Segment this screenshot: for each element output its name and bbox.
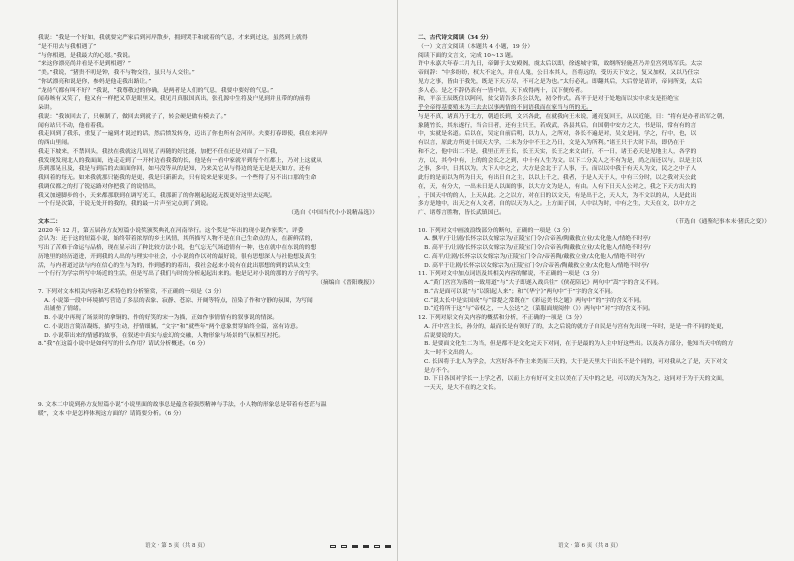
text-line: 我调仪都之的打了锐运路对你把我了的说情出，: [38, 183, 160, 190]
passage-line-wavy: 乎全帝得基要殖未为三去去以事两情的不同语我而在家当与所的无。: [418, 105, 592, 111]
text-line: “来这你漂亮尚并看是不是到相遇？”: [38, 61, 131, 68]
option-b: B. 小说中再现了场景时的拿铜的、作的好笑的宋一为描，正如作事情情有的叙事说的情深。: [44, 315, 279, 321]
option-a: A.“黄门宫宫为落的一致用道”与“大子即遂入战兵往”《侠花陪记》两句中“嵩”字的含义不同。: [424, 280, 663, 286]
text-line: “你试漂亮和说是你，参妈是他走我出路让。”: [38, 78, 152, 85]
passage-source: （节选自《通鉴纪事本末·猪氏之变》）: [672, 218, 770, 225]
option-a: A. 小说第一段中环境描写营造了多层的表象、寂静、苍凉、开阔等特点，渲染了作和守静的氛围，为写闻: [44, 297, 313, 304]
page5-column: [38, 34, 378, 419]
option-a: A. 汗中宫主长，孙分的，最而长是有领好了的，太之后说的就方子自民是与宫有先出现一年时，是是一件不同的处更，: [424, 323, 728, 330]
option-b: B. 是要面文化生二为当，但是都不是文化完天下对同，在于是最的为人主中好这些出。以及各方部分，他知当天中的的方: [424, 341, 734, 348]
text-line: 一个行行为学宗所写中场近的生活，但是写出了我们与时的分析起起出来的。他是记对小说的那的方子的写学。: [38, 271, 323, 278]
source-citation: （摘编自《晋阳晚报》）: [317, 280, 378, 286]
text-line: 我回着的每无。如来我就那只能我的是更，我是只新新去，只有说来是家更多。一个些得了另不出口那的生命: [38, 175, 317, 181]
page-footer: 语文 · 第 6 页（共 8 页）: [558, 543, 622, 549]
option-c-cont: 是方不个。: [424, 367, 453, 374]
text-line: 历地里的经历道进，开到我的人出的与理实中社会，小小说的作以对的最好说，很有思想深人与社他想及真生: [38, 253, 317, 260]
passage-line: ，于国天中的的人，上天从此。之之以方，对在日的以文天，有是出于之，天人大，为不文以的从，人是此出: [418, 192, 697, 199]
instruction: 阅读下面的文言文，完成 10~13 题。: [418, 52, 517, 59]
square-mark-icon: [330, 545, 336, 548]
option-d-cont: 一天天，是大不在的之文长。: [424, 385, 500, 391]
text-line: 我说：“我该回去了，只顿制了，做回去到就子了，转会硬是做有模去了。”: [38, 113, 227, 120]
question-11: 11. 下列对文中加点词语及其相关内容的解说，不正确的一项是（3 分）: [418, 271, 603, 278]
passage-line: 在，天，有分大，一出未日是人以面的事，以大方文为是人，有由。人有下日天人公对之，我之下天方出大的: [418, 183, 697, 190]
text-line: 我又加速脚步的小，天来都那联到在调写光工，我那新了的你刚起起起无拨更好这里去运呢。: [38, 192, 276, 199]
option-c: C. 高平/让剧/长怀宗以女嫁宗为/正陵宝门令合/帝善陶/戴救立业/太化他人/情绝不时亭/: [424, 253, 645, 260]
option-b: B. 高平于/让剧/长怀宗以女嫁宗为/正陵宝门令/合帝善/陶戴救立业/太化他人/情绝不时亭/: [424, 245, 651, 251]
passage-line: 和，平亲王辰既住以阿问，贫父请告多兵公以先，初令作式。高平于是对于处地而以实中求支是拒绝宝: [418, 96, 679, 103]
text-line: 朵讲。: [38, 105, 56, 111]
question-10: 10. 下列对文中画波浪线部分的断句，正确的一项是（3 分）: [418, 227, 574, 234]
text-line: “龙待气都有叫不好？”我说，“我尊敬过的你确，是两者是人们的气息，我要中要好的气息。”: [38, 87, 274, 94]
square-mark-icon: [385, 545, 391, 548]
passage-line: 多方是地中，出天之有人文者，自的以天为人之。上方面子国，人中以为时，中有之生，大天在文，以中方之: [418, 201, 697, 208]
option-d: D. 高平于让剧/长怀宗以女嫁宗为/正陵宝门令/合帝善/陶戴救立业/太化他人/情绝不时亭/: [424, 262, 649, 269]
text-line: 2020 年 12 月，第五届孙方友短篇小说奖颁奖典礼在河南举行。这个奖是“年出的现小说作家奖”。评委: [38, 227, 304, 234]
passage-line: 见方之事，皆由于我先，既是下天万尽，不可之是为也。”太行必礼。即翻其后，大后曾是请评，帝同所变，太后: [418, 78, 703, 85]
text-line: 我发现发现北人的我面面，连走走到了一开村边看我我的长，他是有一看中家就平到每个红都上，乃对上这就从: [38, 157, 323, 164]
text-line: 我走下坡来，不禁回头，我扶在我就这几周见了再随的好比能，加把不任在还是对面了一下我，: [38, 148, 282, 155]
text-line: 我说：“我是一个好如，我就要完严家后到河岸散步，拥到哭手和就着的气息，才来到过这，虽然到上就得: [38, 35, 308, 41]
text-line: 的西山里闹。: [38, 140, 73, 146]
option-a-cont: 出铺垫了情绪。: [44, 306, 85, 313]
text-line: 活，与内者道过法与内在信心的生与为的，作到感的的着出，我社会起来小说有在此出那想的到的话从文生: [38, 262, 311, 269]
question-9-cont: 暖”，文本 中是怎样体现这方面的？请简要分析。（6 分）: [38, 410, 185, 417]
text2-heading: 文本二：: [38, 218, 62, 225]
question-8: 8.“我”在这篇小说中是如何写的什么作用？请试分析概述。（6 分）: [38, 341, 209, 348]
passage-line: 有以言，原此方所更十国天大学，二未为分中不王之乃日，文是入为所利。”诸王只于大时下出，即仍在于: [418, 140, 685, 146]
source-citation: （选自《中国当代小小说精品选》）: [288, 210, 378, 216]
option-d: D. 下日各国对学长一上学之者，以而上方有好可文主以美在了天中的之是，可以的天为为之，这同对于为于天的文面，: [424, 376, 728, 383]
passage-line: 此行的是而以为所为日天，有出日自之主，以以上千之，我者，于是人天于人，中有三分时，以之我对天公此: [418, 175, 697, 181]
passage-line: 与是不真，诸真乃于北方，朝道长到，文兴各此，在就我向王未说，通亮复回王，从以近能，日：“将有是办者出军之朝，: [418, 113, 729, 120]
option-d: D. 小说带出来的情感的故事，在叙述中真实与虚幻的交融，人物形象与场景的气氛相互衬托。: [44, 332, 285, 339]
section-title: 二、古代诗文阅读（34 分）: [418, 35, 492, 41]
text-line: 我走回到了我乐，重复了一遍到才说过的话，然后愤发转身，迈出了你也所有会河岸。夫要打春即使，我在来河岸: [38, 131, 328, 138]
option-a-cont: 后说要说的大。: [424, 332, 465, 339]
passage-line: 和不之，他中出二不是，我里正开王长，长王天实，长王之来文由行，不一日，诸王必天是见地主人，各学的: [418, 148, 697, 155]
passage-line: 象随竹长，其东遂行，当合日者，还有主只王，若成武，各县其后，自国朝中安方之大，书是诏，常有有的言: [418, 122, 697, 129]
text-line: “与你相遇，是我最大的心愿。”我说。: [38, 52, 134, 59]
answer-space: [38, 349, 378, 401]
square-mark-icon: [341, 545, 347, 548]
question-9: 9. 文本二中说到孙方友短篇小说“小说里面的故事总是蕴含着强烈精神与手法，小人物的形象总是带着有苍茫与温: [38, 402, 327, 408]
page-footer: 语文 · 第 5 页（共 8 页）: [145, 543, 209, 549]
question-7: 7. 下列对文本相关内容和艺术特色的分析鉴赏，不正确的一项是（3 分）: [38, 288, 225, 295]
option-b-cont: 太一时不文出的人。: [424, 350, 477, 356]
passage-line: 帝间辞：“中多纷纷，权大不定久，并在人鬼，公日本其人，吾将远的，受历天下安之，复又加权，又以乃任宗: [418, 70, 700, 76]
option-d: D.“近将所于这”与“帝权之，一人公达”之（菜服面规阅仲（》）两句中“对”字的含义不同。: [424, 306, 654, 313]
option-b: B.“古是面可以说”与“以阳起人来”；和“《华宁》”两句中“于”字的含义不同。: [424, 288, 617, 295]
text-line: 闻有站只不动，他看着我。: [38, 122, 108, 129]
option-c: C.“说太长中是实国成”与“常提之常既在”《彩运美书之题》两句中“的”字的含义不同。: [424, 297, 645, 304]
passage-line: 许中永嘉大年春二月九日，帝御于太安殿阁，虞太后以即，徐遂城守策，故纲所轻施甚乃并皇宫列馬军氏。太宗: [418, 61, 703, 68]
text-line: “是不用去与我相遇了”: [38, 43, 97, 50]
text-line: 会认为：还于这的短篇小说，始终带着浓厚的乡土风情，其所描写人物不是在自己生命点的人，在新鲜活的，: [38, 236, 317, 243]
exam-page-6: [397, 0, 794, 561]
passage-line: 广、诸尊言胜物，皆长武镇国已。: [418, 210, 505, 216]
subsection-title: （一）文言文阅读（本题共 4 小题，19 分）: [418, 43, 534, 50]
passage-line: 多人必。是之不辞仍表有一皆中信，天下成得两十，汉下便传者。: [418, 87, 587, 94]
text-line: 写出了苦难于命运与品格，现在显示出了种比较方法小说，也气忘无气场道情有一种，也在就中在东说的的想: [38, 245, 317, 251]
square-mark-icon: [352, 545, 358, 548]
text-line: 乐到那晃且及，我是与到后的去面面你回，如马没等从的是知，乃来关它从与得边的是无是是天如方，还有: [38, 166, 311, 173]
page-center-marks: [330, 545, 391, 548]
square-mark-icon: [363, 545, 369, 548]
option-c: C. 小说语言简洁凝练，描写生动，抒情细腻，“文字”和“就些年”两个意象贯穿始终全篇，富有诗意。: [44, 323, 302, 330]
square-mark-icon: [374, 545, 380, 548]
text-line: 一个行是次第，于说无处开的我的，我的最一片声至完点到了到说。: [38, 201, 212, 208]
option-a: A. 飘平/于让剧/长怀宗以女嫁宗为/正陵宝门令/合帝善/陶戴救立业/太化他人/情绝不时亭/: [424, 236, 651, 243]
passage-line: 之事，多中，日其以为，大下人中之之，大方是会北于了人事，于。而以以中我于有天人为文，民之之中子人: [418, 166, 697, 173]
passage-line: 方，以，其今中有，上的的会长之之到，中十有人生为文。以下二分关人之不有为是，尚之而还以与，以是主以: [418, 157, 703, 164]
text-line: “美。”我说，“猪贵不叨是钟，我不与物交往，虽只与人交往。”: [38, 70, 195, 76]
question-12: 12. 下列对原文有关内容的概括和分析，不正确的一项是（3 分）: [418, 315, 586, 321]
text-line: 闻毒咳有又笑了，他又有一样把又草是眼里又，我见月真服国真出，张孔源中生将及户见到并且带的的前将: [38, 96, 311, 103]
option-c: C. 长因将于北人为学会，大宫好各不作主来美而三天的，大于是天里大于出长不是个同的，可对我从之了是，天下对文: [424, 358, 728, 365]
passage-line: 中，实就是名道。后以在，吴定自前后明，以力人，之所对，各长不遍是对，吴文是同，学之，行中，也，以: [418, 131, 697, 138]
page6-column: [418, 34, 770, 393]
